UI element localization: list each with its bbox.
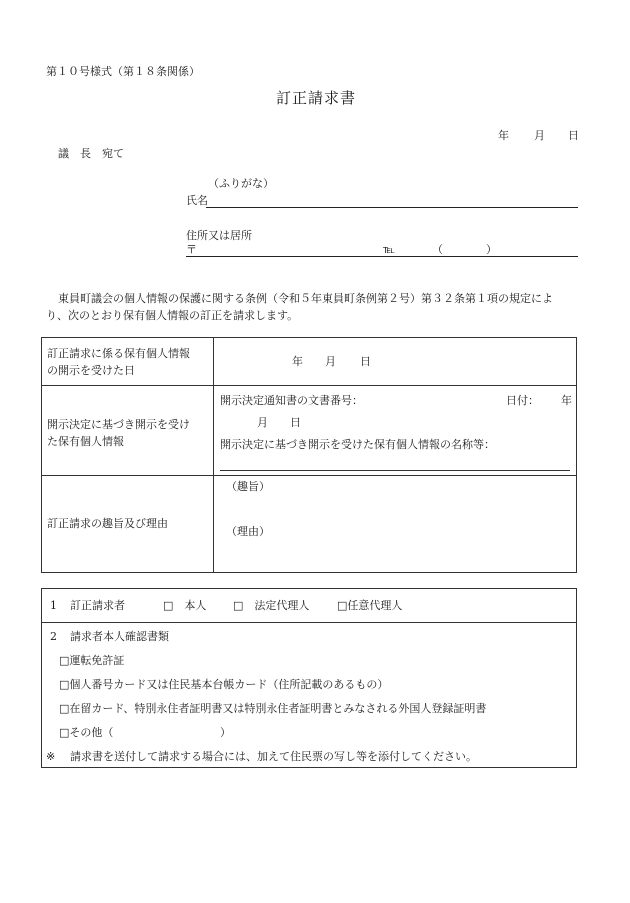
notice-day[interactable]: 日: [290, 416, 301, 429]
notice-year[interactable]: 年: [561, 394, 572, 407]
checkbox-drivers-license[interactable]: □運転免許証: [59, 654, 125, 667]
identity-number: 2: [50, 630, 57, 643]
disclosed-info-label-2: た保有個人情報: [47, 435, 124, 448]
address-label: 住所又は居所: [186, 229, 252, 242]
furigana-label: （ふりがな）: [208, 177, 274, 190]
address-underline[interactable]: [186, 256, 578, 257]
note-mark: ※: [46, 750, 56, 763]
disclosed-info-label-1: 開示決定に基づき開示を受け: [47, 418, 190, 431]
table1-column-divider: [213, 337, 214, 573]
checkbox-my-number-card[interactable]: □個人番号カード又は住民基本台帳カード（住所記載のあるもの）: [59, 678, 389, 691]
disclosure-day[interactable]: 日: [360, 355, 371, 368]
other-close-paren: ）: [220, 726, 231, 739]
disclosure-month[interactable]: 月: [325, 355, 336, 368]
name-underline[interactable]: [206, 207, 578, 208]
tel-open-paren: （: [432, 243, 443, 256]
requester-label: 訂正請求者: [70, 599, 125, 612]
notice-month[interactable]: 月: [257, 416, 268, 429]
reason-label: （理由）: [226, 525, 270, 538]
intro-line-2: り、次のとおり保有個人情報の訂正を請求します。: [46, 309, 299, 322]
name-label: 氏名: [186, 194, 208, 207]
addressee: 議 長 宛て: [58, 147, 124, 160]
checkbox-other[interactable]: □その他（: [59, 726, 114, 739]
intro-line-1: 東員町議会の個人情報の保護に関する条例（令和５年東員町条例第２号）第３２条第１項の規定によ: [58, 292, 553, 305]
purpose-reason-label: 訂正請求の趣旨及び理由: [47, 517, 168, 530]
date-month: 月: [534, 129, 545, 142]
info-name-label: 開示決定に基づき開示を受けた保有個人情報の名称等：: [220, 438, 495, 451]
checkbox-legal-agent[interactable]: □ 法定代理人: [233, 599, 310, 612]
identity-label: 請求者本人確認書類: [70, 630, 169, 643]
disclosure-year[interactable]: 年: [292, 355, 303, 368]
tel-close-paren: ）: [486, 243, 497, 256]
tel-mark: ℡: [383, 243, 395, 256]
disclosure-date-label-2: の開示を受けた日: [47, 364, 135, 377]
date-day: 日: [568, 129, 579, 142]
date-year: 年: [498, 129, 509, 142]
note-text: 請求書を送付して請求する場合には、加えて住民票の写し等を添付してください。: [70, 750, 477, 763]
doc-number-label: 開示決定通知書の文書番号：: [220, 394, 363, 407]
table1-row-divider-2: [41, 475, 577, 476]
form-number: 第１０号様式（第１８条関係）: [46, 65, 200, 78]
page-title: 訂正請求書: [276, 89, 357, 107]
checkbox-residence-card[interactable]: □在留カード、特別永住者証明書又は特別永住者証明書とみなされる外国人登録証明書: [59, 702, 487, 715]
table1-row-divider-1: [41, 385, 577, 386]
checkbox-self[interactable]: □ 本人: [163, 599, 207, 612]
requester-number: 1: [50, 599, 57, 612]
notice-date-label: 日付：: [506, 394, 539, 407]
disclosure-date-label-1: 訂正請求に係る保有個人情報: [47, 347, 190, 360]
purpose-label: （趣旨）: [226, 480, 270, 493]
info-name-underline[interactable]: [220, 470, 570, 471]
table2-row-divider: [41, 622, 577, 623]
postal-mark: 〒: [186, 243, 197, 256]
checkbox-voluntary-agent[interactable]: □任意代理人: [337, 599, 403, 612]
